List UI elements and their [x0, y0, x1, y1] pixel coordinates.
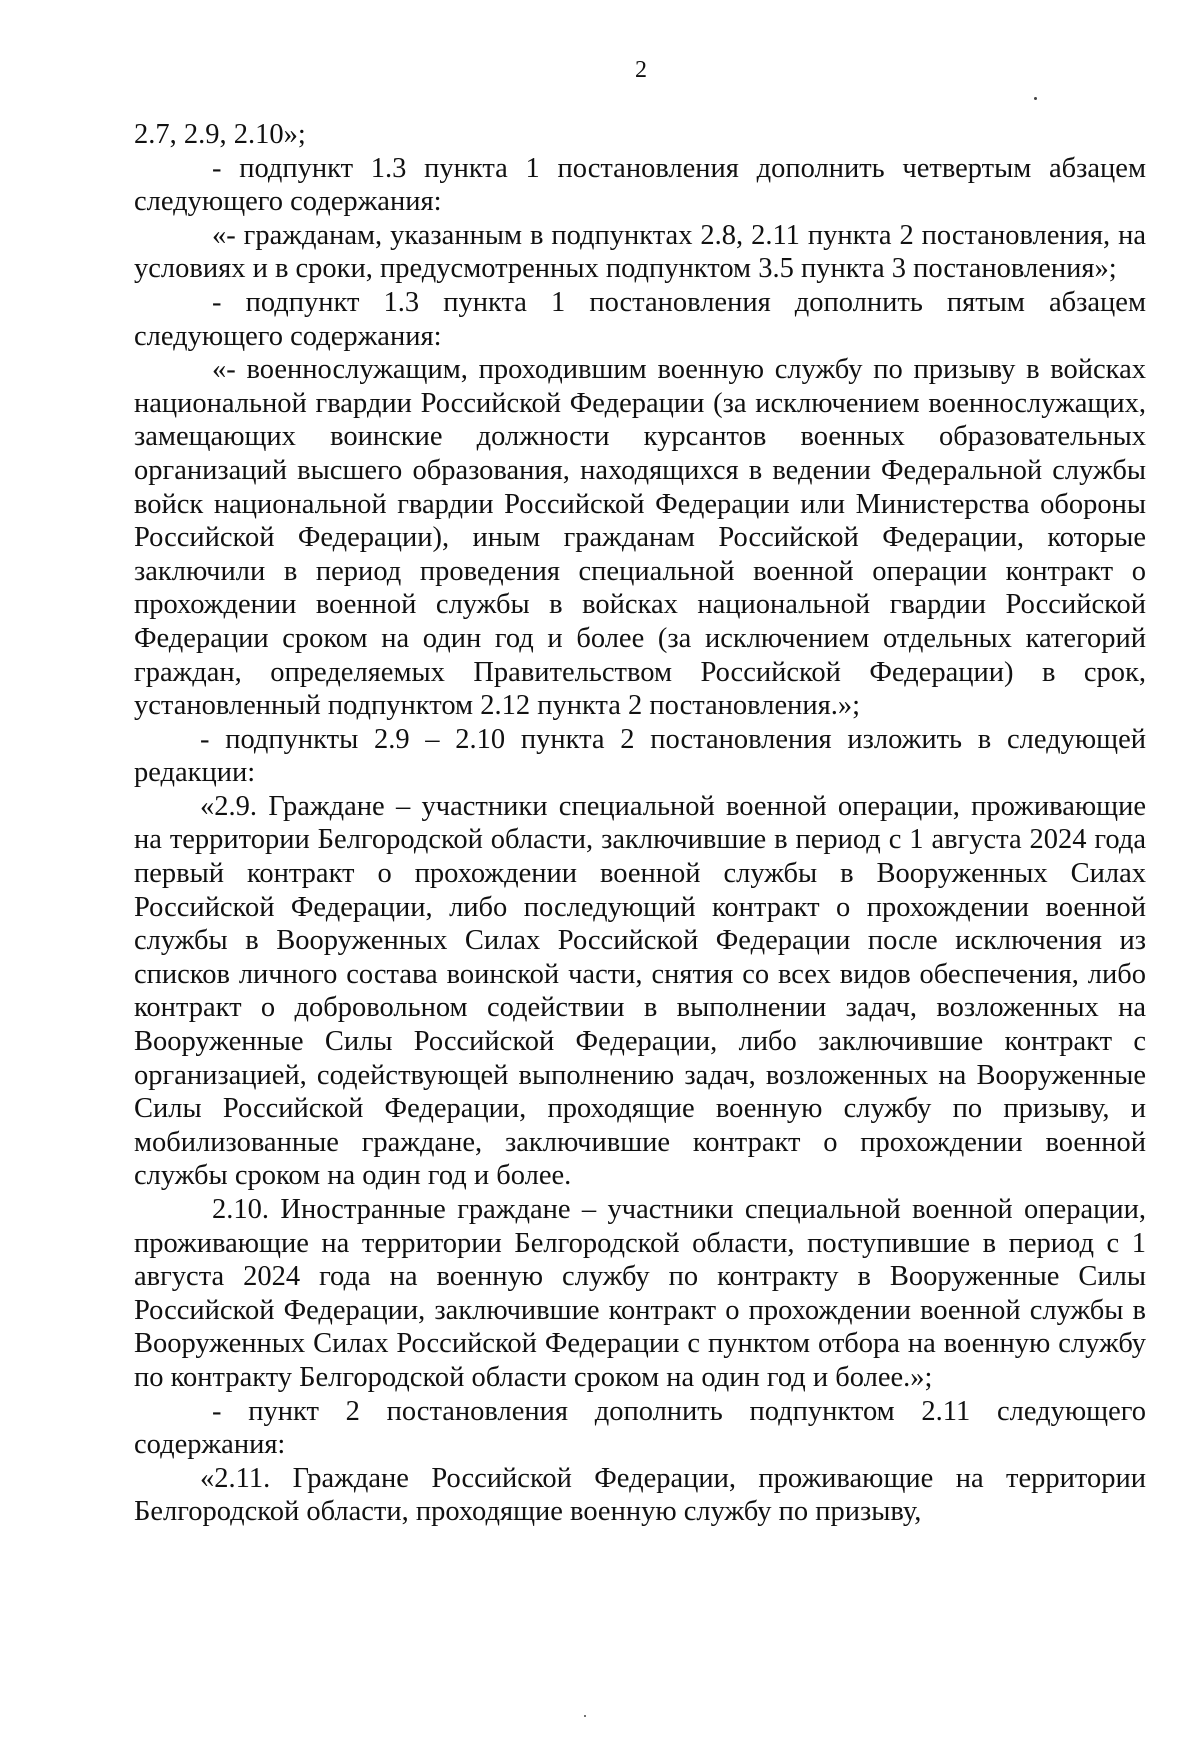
paragraph-quoted-citizens-2-8-2-11: «- гражданам, указанным в подпунктах 2.8, 2.11 пункта 2 постановления, на условиях и в сроки, предусмотренных подпунктом 3.5 пункта 3 постановления»;: [134, 219, 1146, 285]
paragraph-amendment-2-11: - пункт 2 постановления дополнить подпунктом 2.11 следующего содержания:: [134, 1395, 1146, 1461]
document-body: [134, 118, 1146, 1529]
page-number: 2: [635, 57, 647, 83]
paragraph-amendment-clause-1-3-fourth: - подпункт 1.3 пункта 1 постановления дополнить четвертым абзацем следующего содержания:: [134, 152, 1146, 218]
paragraph-subclause-2-9: «2.9. Граждане – участники специальной военной операции, проживающие на территории Белгородской области, заключившие в период с 1 августа 2024 года первый контракт о прохождении военной службы в Вооруженных Силах Российской Федерации, либо последующий контракт о прохождении военной службы в Вооруженных Силах Российской Федерации после исключения из списков личного состава воинской части, снятия со всех видов обеспечения, либо контракт о добровольном содействии в выполнении задач, возложенных на Вооруженные Силы Российской Федерации, либо заключившие контракт с организацией, содействующей выполнению задач, возложенных на Вооруженные Силы Российской Федерации, проходящие военную службу по призыву, и мобилизованные граждане, заключившие контракт о прохождении военной службы сроком на один год и более.: [134, 790, 1146, 1192]
paragraph-continuation: 2.7, 2.9, 2.10»;: [134, 119, 306, 150]
paragraph-amendment-2-9-2-10: - подпункты 2.9 – 2.10 пункта 2 постановления изложить в следующей редакции:: [134, 723, 1146, 789]
paragraph-quoted-servicemen: «- военнослужащим, проходившим военную службу по призыву в войсках национальной гвардии Российской Федерации (за исключением военнослужащих, замещающих воинские должности курсантов военных образовательных организаций высшего образования, находящихся в ведении Федеральной службы войск национальной гвардии Российской Федерации или Министерства обороны Российской Федерации), иным гражданам Российской Федерации, которые заключили в период проведения специальной военной операции контракт о прохождении военной службы в войсках национальной гвардии Российской Федерации сроком на один год и более (за исключением отдельных категорий граждан, определяемых Правительством Российской Федерации) в срок, установленный подпунктом 2.12 пункта 2 постановления.»;: [134, 354, 1146, 722]
scan-speck: [584, 1715, 586, 1717]
paragraph-amendment-clause-1-3-fifth: - подпункт 1.3 пункта 1 постановления дополнить пятым абзацем следующего содержания:: [134, 286, 1146, 352]
paragraph-subclause-2-11: «2.11. Граждане Российской Федерации, проживающие на территории Белгородской области, проходящие военную службу по призыву,: [134, 1462, 1146, 1528]
paragraph-subclause-2-10: 2.10. Иностранные граждане – участники специальной военной операции, проживающие на территории Белгородской области, поступившие в период с 1 августа 2024 года на военную службу по контракту в Вооруженные Силы Российской Федерации, заключившие контракт о прохождении военной службы в Вооруженных Силах Российской Федерации с пунктом отбора на военную службу по контракту Белгородской области сроком на один год и более.»;: [134, 1194, 1146, 1393]
scan-speck: [1034, 97, 1037, 100]
